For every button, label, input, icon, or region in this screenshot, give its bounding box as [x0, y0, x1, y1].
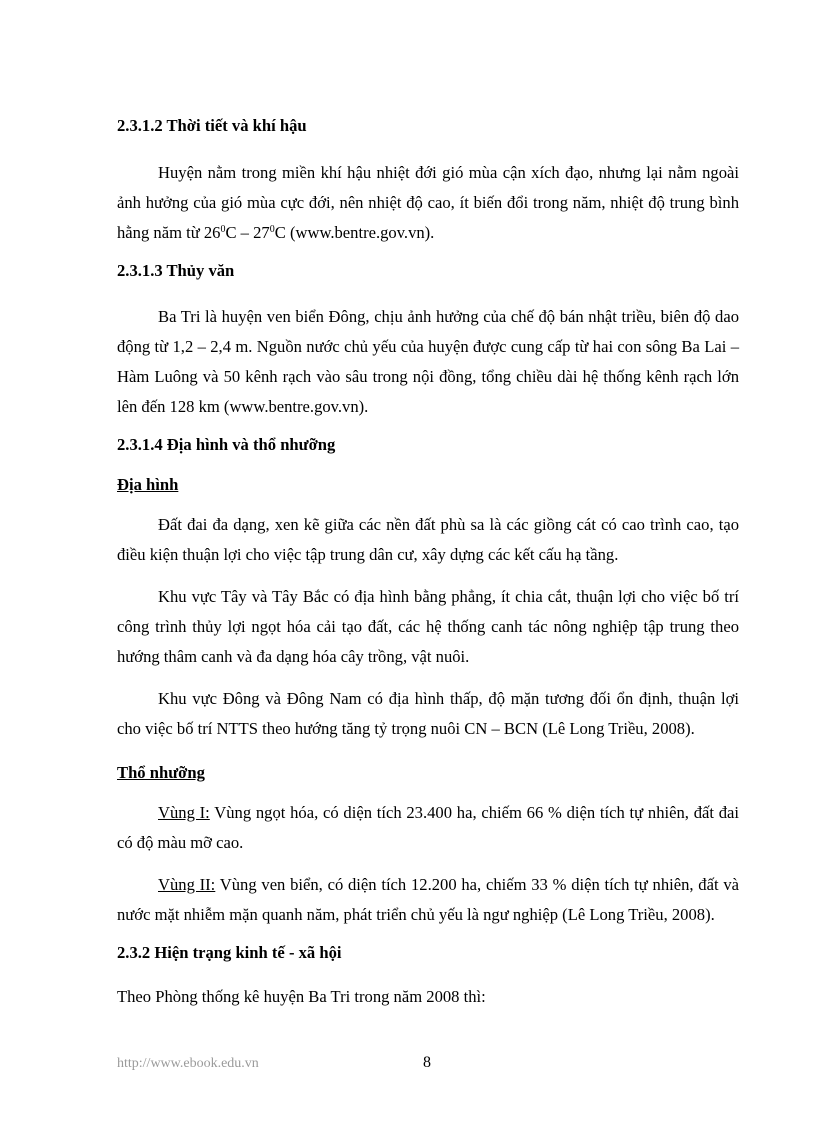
heading-2314: 2.3.1.4 Địa hình và thổ nhưỡng	[117, 435, 336, 454]
heading-232: 2.3.2 Hiện trạng kinh tế - xã hội	[117, 943, 342, 962]
vung-1-label: Vùng I:	[158, 803, 210, 822]
subheading-tho-nhuong: Thổ nhưỡng	[117, 763, 205, 782]
paragraph-dia-hinh-1: Đất đai đa dạng, xen kẽ giữa các nền đất phù sa là các giồng cát có cao trình cao, tạo điều kiện thuận lợi cho việc tập trung dân cư, xây dựng các kết cấu hạ tầng.	[117, 515, 739, 564]
climate-text-2: C – 27	[225, 223, 270, 242]
climate-text-3: C (www.bentre.gov.vn).	[274, 223, 435, 242]
heading-2312: 2.3.1.2 Thời tiết và khí hậu	[117, 116, 307, 135]
page-number: 8	[423, 1054, 431, 1071]
paragraph-vung-1	[117, 798, 739, 858]
page-body	[117, 115, 739, 1012]
subheading-dia-hinh: Địa hình	[117, 475, 179, 494]
vung-1-text: Vùng ngọt hóa, có diện tích 23.400 ha, chiếm 66 % diện tích tự nhiên, đất đai có độ màu mỡ cao.	[117, 803, 739, 852]
vung-2-label: Vùng II:	[158, 875, 216, 894]
paragraph-vung-2	[117, 870, 739, 930]
superscript-degree-2: 0	[269, 224, 275, 235]
vung-2-text: Vùng ven biển, có diện tích 12.200 ha, chiếm 33 % diện tích tự nhiên, đất và nước mặt nhiễm mặn quanh năm, phát triển chủ yếu là ngư nghiệp (Lê Long Triều, 2008).	[117, 875, 739, 924]
paragraph-climate	[117, 158, 739, 248]
footer-url: http://www.ebook.edu.vn	[117, 1056, 259, 1071]
paragraph-dia-hinh-2: Khu vực Tây và Tây Bắc có địa hình bằng phẳng, ít chia cắt, thuận lợi cho việc bố trí công trình thủy lợi ngọt hóa cải tạo đất, các hệ thống canh tác nông nghiệp tập trung theo hướng thâm canh và đa dạng hóa cây trồng, vật nuôi.	[117, 587, 739, 666]
climate-text-1: Huyện nằm trong miền khí hậu nhiệt đới gió mùa cận xích đạo, nhưng lại nằm ngoài ảnh hưởng của gió mùa cực đới, nên nhiệt độ cao, ít biến đổi trong năm, nhiệt độ trung bình hằng năm từ 26	[117, 163, 739, 242]
paragraph-232-intro: Theo Phòng thống kê huyện Ba Tri trong năm 2008 thì:	[117, 987, 486, 1006]
heading-2313: 2.3.1.3 Thủy văn	[117, 261, 235, 280]
paragraph-hydrology: Ba Tri là huyện ven biển Đông, chịu ảnh hưởng của chế độ bán nhật triều, biên độ dao động từ 1,2 – 2,4 m. Nguồn nước chủ yếu của huyện được cung cấp từ hai con sông Ba Lai – Hàm Luông và 50 kênh rạch vào sâu trong nội đồng, tổng chiều dài hệ thống kênh rạch lớn lên đến 128 km (www.bentre.gov.vn).	[117, 307, 739, 416]
superscript-degree-1: 0	[220, 224, 226, 235]
paragraph-dia-hinh-3: Khu vực Đông và Đông Nam có địa hình thấp, độ mặn tương đối ổn định, thuận lợi cho việc bố trí NTTS theo hướng tăng tỷ trọng nuôi CN – BCN (Lê Long Triều, 2008).	[117, 689, 739, 738]
